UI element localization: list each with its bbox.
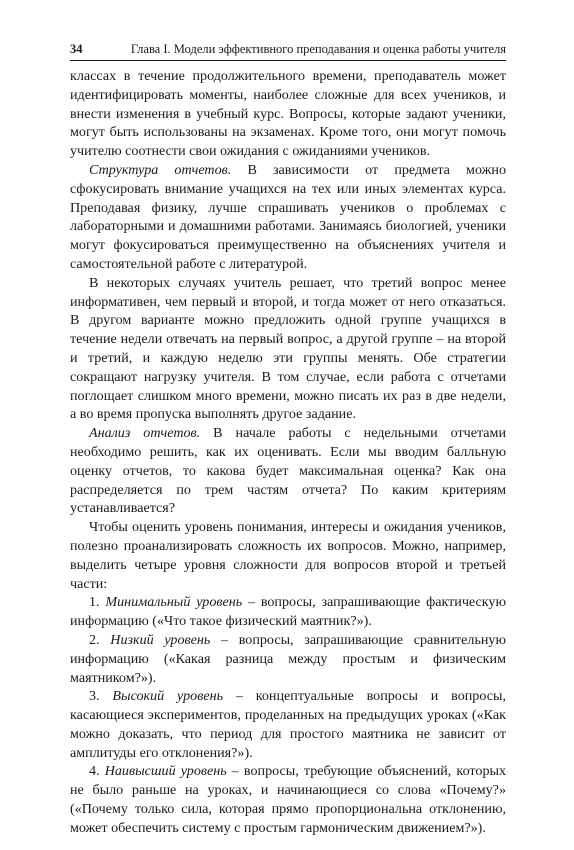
list-number: 3. [89,688,113,705]
level-name: Минимальный уровень [105,594,243,611]
body-text [70,67,506,838]
running-head: Глава I. Модели эффективного преподавания и оценка работы учителя [130,42,506,56]
paragraph-text: В начале работы с недельными отчетами необходимо решить, как их оценивать. Если мы вводим балльную оценку отчетов, то какова будет максимальная оценка? Как она распределяется по трем частям отчета? По каким критериям устанавливается? [70,425,506,517]
list-item [70,687,506,762]
list-item [70,631,506,687]
level-description: – концептуальные вопросы и вопросы, касающиеся экспериментов, проделанных на предыдущих уроках («Как можно доказать, что период для простого маятника не зависит от амплитуды его отклонения?»). [70,688,506,761]
paragraph [70,518,506,593]
paragraph-text: В некоторых случаях учитель решает, что третий вопрос менее информативен, чем первый и второй, и тогда может от него отказаться. В другом варианте можно предложить одной группе учащихся в течение недели отвечать на первый вопрос, а другой группе – на второй и третий, и каждую неделю эти группы менять. Обе стратегии сокращают нагрузку учителя. В том случае, если работа с отчетами поглощает слишком много времени, можно писать их раз в две недели, а во время пропуска выполнять другое задание. [70,274,506,423]
paragraph [70,67,506,161]
list-number: 1. [89,594,106,611]
list-item [70,762,506,837]
paragraph [70,424,506,518]
paragraph [70,274,506,424]
level-description: – вопросы, требующие объяснений, которых не было раньше на уроках, и начинающиеся со слова «Почему?» («Почему только сила, которая прямо пропорциональна отклонению, может обеспечить систему с простым гармоническим движением?»). [70,763,507,836]
list-number: 2. [89,631,111,648]
paragraph-lead: Структура отчетов. [89,161,232,178]
level-name: Наивысший уровень [104,763,227,780]
page-number: 34 [70,42,83,56]
list-item [70,593,506,631]
level-name: Высокий уровень [112,688,224,705]
level-description: – вопросы, запрашивающие фактическую информацию («Что такое физический маятник?»). [70,594,506,630]
paragraph-lead: Анализ отчетов. [89,425,201,442]
paragraph [70,161,506,274]
level-description: – вопросы, запрашивающие сравнительную информацию («Какая разница между простым и физическим маятником?»). [70,631,506,686]
paragraph-text: классах в течение продолжительного времени, преподаватель может идентифицировать моменты, наиболее сложные для всех учеников, и внести изменения в учебный курс. Вопросы, которые задают ученики, могут быть использованы на экзаменах. Кроме того, они могут помочь учителю соотнести свои ожидания с ожиданиями учеников. [70,68,506,160]
paragraph-text: Чтобы оценить уровень понимания, интересы и ожидания учеников, полезно проанализировать сложность их вопросов. Можно, например, выделить четыре уровня сложности для вопросов второй и третьей части: [70,519,506,592]
page-header [70,40,506,58]
paragraph-text: В зависимости от предмета можно сфокусировать внимание учащихся на тех или иных элементах курса. Преподавая физику, лучше спрашивать учеников о проблемах с лабораторными и домашними работами. Занимаясь биологией, ученики могут фокусироваться преимущественно на объяснениях учителя и самостоятельной работе с литературой. [70,161,506,272]
list-number: 4. [89,763,105,780]
level-name: Низкий уровень [110,631,211,648]
header-rule [70,60,506,61]
